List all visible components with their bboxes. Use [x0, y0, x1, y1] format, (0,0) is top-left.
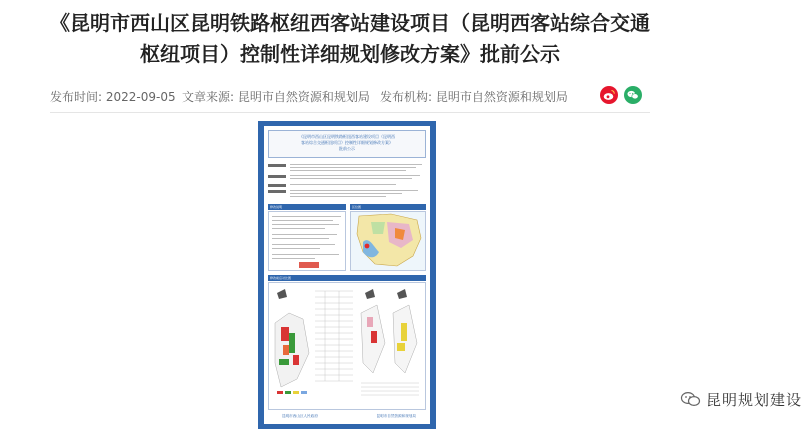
location-map — [350, 211, 426, 271]
poster-header-line2: 客站综合交通枢纽项目）控制性详细规划修改方案》 — [301, 140, 393, 145]
article-meta — [50, 86, 660, 106]
article-title-line1: 《昆明市西山区昆明铁路枢纽西客站建设项目（昆明西客站综合交通 — [50, 11, 650, 35]
poster-header-line3: 批前公示 — [339, 146, 355, 151]
weibo-icon — [600, 86, 618, 104]
article-title — [0, 8, 700, 70]
publish-time-label: 发布时间: — [50, 90, 103, 104]
wechat-share-button[interactable] — [624, 86, 642, 104]
weibo-share-button[interactable] — [600, 86, 618, 104]
agency-label: 发布机构: — [380, 90, 433, 104]
source-label: 文章来源: — [182, 90, 235, 104]
wechat-icon — [624, 86, 642, 104]
notice-poster-image[interactable] — [258, 121, 436, 429]
poster-section-modify: 修改说明 — [268, 204, 346, 210]
publish-time — [50, 88, 176, 105]
wechat-official-account-icon — [680, 390, 702, 408]
meta-divider — [50, 112, 650, 113]
publish-time-value: 2022-09-05 — [105, 90, 176, 104]
poster-content — [264, 126, 430, 424]
poster-footer-left: 昆明市西山区人民政府 — [282, 414, 318, 418]
agency-value: 昆明市自然资源和规划局 — [435, 90, 568, 104]
poster-intro-table — [268, 162, 426, 202]
source-value: 昆明市自然资源和规划局 — [237, 90, 370, 104]
compare-maps — [268, 282, 426, 410]
watermark-text: 昆明规划建设 — [706, 391, 802, 409]
poster-section-compare: 修改前后对比图 — [268, 275, 426, 281]
poster-section-location: 区位图 — [350, 204, 426, 210]
modify-text-box — [268, 211, 346, 271]
article-source — [182, 88, 370, 105]
poster-footer-right: 昆明市自然资源和规划局 — [376, 414, 416, 418]
article-title-line2: 枢纽项目）控制性详细规划修改方案》批前公示 — [140, 42, 560, 66]
publish-agency — [380, 88, 568, 105]
poster-header — [268, 130, 426, 158]
poster-header-line1: 《昆明市西山区昆明铁路枢纽西客站建设项目（昆明西 — [299, 134, 395, 139]
poster-footer — [268, 414, 426, 420]
